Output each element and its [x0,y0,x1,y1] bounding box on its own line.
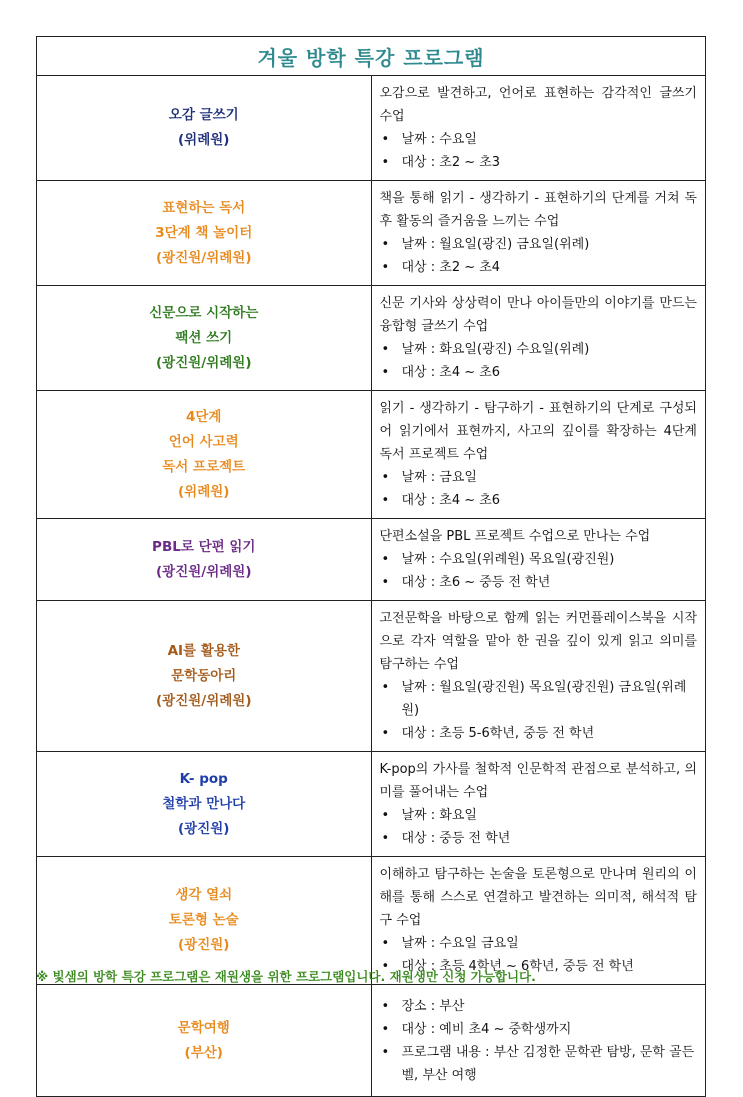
program-date: • 날짜 : 월요일(광진원) 목요일(광진원) 금요일(위례원) [380,676,698,722]
footnote: ※ 빛샘의 방학 특강 프로그램은 재원생을 위한 프로그램입니다. 재원생만 신청 가능합니다. [36,969,536,984]
program-campus: (광진원/위례원) [155,354,252,371]
program-name-line: K- pop [179,770,228,787]
program-row [37,286,706,391]
page-title: 겨울 방학 특강 프로그램 [37,37,706,76]
program-bullets [380,548,698,594]
program-row [37,601,706,752]
program-bullets [380,804,698,850]
program-bullets [380,466,698,512]
program-date: • 날짜 : 수요일 금요일 [380,932,698,955]
program-detail [371,76,706,181]
program-name-line: 신문으로 시작하는 [149,304,259,321]
program-name-line: 표현하는 독서 [162,199,246,216]
program-campus: (광진원/위례원) [155,563,252,580]
program-detail [371,857,706,985]
program-date: • 날짜 : 화요일(광진) 수요일(위례) [380,338,698,361]
program-name [37,985,372,1097]
program-description: 단편소설을 PBL 프로젝트 수업으로 만나는 수업 [379,529,651,544]
program-detail [371,286,706,391]
program-name-line: 문학여행 [177,1019,230,1036]
program-row [37,181,706,286]
program-row [37,76,706,181]
program-bullets [380,995,698,1087]
program-bullets [380,338,698,384]
program-detail [371,519,706,601]
program-date: • 날짜 : 화요일 [380,804,698,827]
title-row [37,37,706,76]
program-name-line: 4단계 [186,408,222,425]
program-name-line: 오감 글쓰기 [168,107,239,123]
program-description: 이해하고 탐구하는 논술을 토론형으로 만나며 원리의 이해를 통해 스스로 연결하고 발견하는 의미적, 해석적 탐구 수업 [379,867,697,928]
program-row [37,391,706,519]
program-target: • 대상 : 초2 ~ 초4 [380,256,698,279]
program-name [37,601,372,752]
program-name-line: 독서 프로젝트 [162,458,246,475]
program-location: • 장소 : 부산 [380,995,698,1018]
program-date: • 날짜 : 수요일 [380,128,698,151]
program-campus: (광진원/위례원) [155,692,252,709]
program-target: • 대상 : 초등 5-6학년, 중등 전 학년 [380,722,698,745]
program-name [37,391,372,519]
program-target: • 대상 : 초6 ~ 중등 전 학년 [380,571,698,594]
program-name-line: AI를 활용한 [167,642,240,659]
program-description: 읽기 - 생각하기 - 탐구하기 - 표현하기의 단계로 구성되어 읽기에서 표현까지, 사고의 깊이를 확장하는 4단계 독서 프로젝트 수업 [379,401,697,462]
program-content: • 프로그램 내용 : 부산 김정한 문학관 탐방, 문학 골든벨, 부산 여행 [380,1041,698,1087]
program-row [37,519,706,601]
program-name-line: 3단계 책 놀이터 [155,224,253,241]
program-target: • 대상 : 초4 ~ 초6 [380,361,698,384]
program-bullets [380,128,698,174]
program-target: • 대상 : 중등 전 학년 [380,827,698,850]
program-name-line: 언어 사고력 [168,433,239,450]
program-row [37,857,706,985]
program-row [37,752,706,857]
program-target: • 대상 : 초4 ~ 초6 [380,489,698,512]
program-detail [371,391,706,519]
program-campus: (위례원) [178,132,230,148]
program-name-line: 생각 열쇠 [175,887,233,903]
program-bullets [380,233,698,279]
program-target: • 대상 : 초등 4학년 ~ 6학년, 중등 전 학년 [380,955,698,978]
program-campus: (광진원) [178,820,230,837]
program-target: • 대상 : 예비 초4 ~ 중학생까지 [380,1018,698,1041]
program-description: 책을 통해 읽기 - 생각하기 - 표현하기의 단계를 거쳐 독후 활동의 즐거움을 느끼는 수업 [379,191,697,229]
program-detail [371,985,706,1097]
program-detail [371,181,706,286]
program-date: • 날짜 : 금요일 [380,466,698,489]
program-description: K-pop의 가사를 철학적 인문학적 관점으로 분석하고, 의미를 풀어내는 수업 [379,762,697,800]
program-date: • 날짜 : 월요일(광진) 금요일(위례) [380,233,698,256]
program-sheet [36,36,706,1097]
program-campus: (광진원) [178,937,230,953]
program-campus: (부산) [184,1044,223,1061]
program-name [37,76,372,181]
program-detail [371,601,706,752]
program-name-line: 팩션 쓰기 [175,329,233,346]
program-campus: (위례원) [178,483,230,500]
program-name-line: 철학과 만나다 [162,795,246,812]
program-bullets [380,676,698,745]
program-table [36,36,706,1097]
program-name-line: 토론형 논술 [168,912,239,928]
program-name [37,181,372,286]
program-description: 고전문학을 바탕으로 함께 읽는 커먼플레이스북을 시작으로 각자 역할을 맡아 한 권을 깊이 있게 읽고 의미를 탐구하는 수업 [379,611,697,672]
program-name-line: 문학동아리 [171,667,237,684]
program-name [37,519,372,601]
program-name [37,286,372,391]
program-description: 신문 기사와 상상력이 만나 아이들만의 이야기를 만드는 융합형 글쓰기 수업 [379,296,697,334]
program-name [37,752,372,857]
program-name [37,857,372,985]
program-target: • 대상 : 초2 ~ 초3 [380,151,698,174]
program-detail [371,752,706,857]
program-campus: (광진원/위례원) [155,249,252,266]
program-description: 오감으로 발견하고, 언어로 표현하는 감각적인 글쓰기 수업 [379,86,697,124]
program-name-line: PBL로 단편 읽기 [152,538,256,555]
program-date: • 날짜 : 수요일(위례원) 목요일(광진원) [380,548,698,571]
program-row [37,985,706,1097]
